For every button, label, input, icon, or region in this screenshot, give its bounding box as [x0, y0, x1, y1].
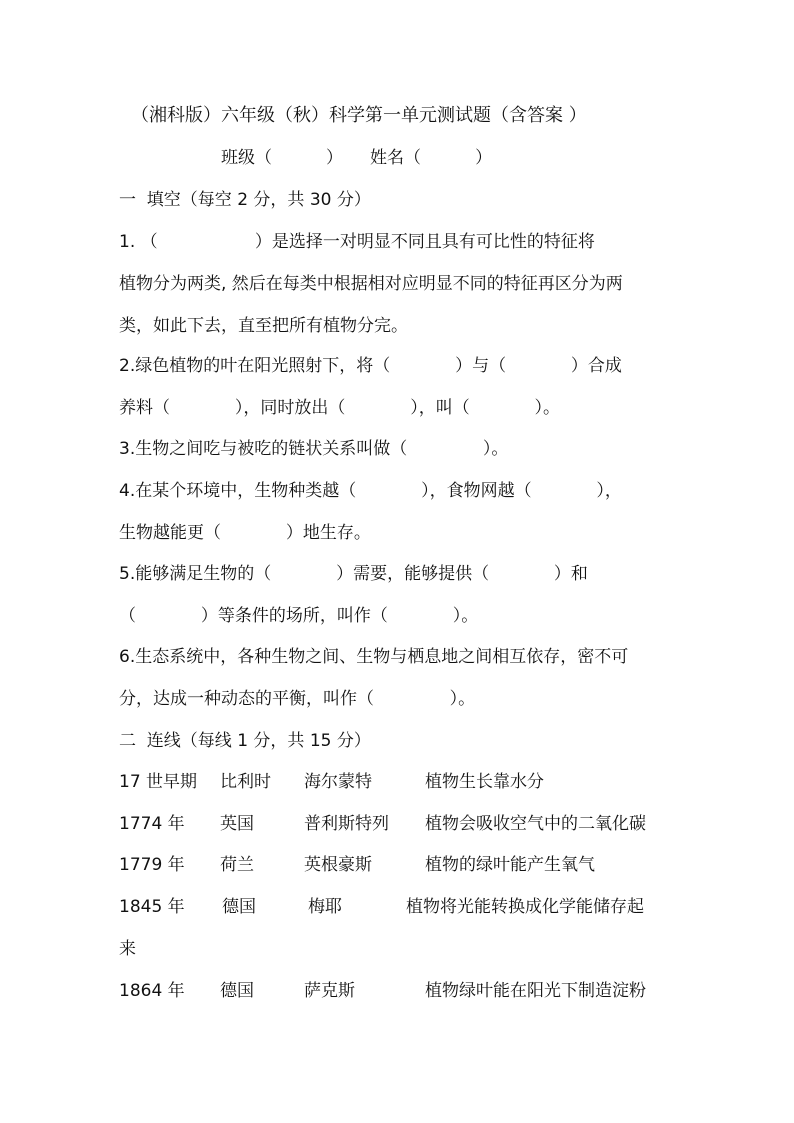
- row-finding: 植物绿叶能在阳光下制造淀粉: [425, 981, 646, 1001]
- row-finding: 植物的绿叶能产生氧气: [425, 855, 595, 875]
- row-country: 比利时: [220, 772, 271, 792]
- row-person: 萨克斯: [304, 981, 355, 1001]
- question-6-line-1: 6.生态系统中，各种生物之间、生物与栖息地之间相互依存，密不可: [119, 647, 629, 667]
- row-country: 德国: [222, 897, 256, 917]
- row-country: 英国: [220, 814, 254, 834]
- row-year: 1845 年: [119, 897, 185, 917]
- row-person: 梅耶: [308, 897, 342, 917]
- question-1-line-3: 类，如此下去，直至把所有植物分完。: [119, 316, 408, 336]
- question-1-line-2: 植物分为两类, 然后在每类中根据相对应明显不同的特征再区分为两: [119, 274, 623, 294]
- page-title: （湘科版）六年级（秋）科学第一单元测试题（含答案 ）: [131, 105, 587, 126]
- question-2-line-2: 养料（ ），同时放出（ ），叫（ ）。: [119, 398, 561, 418]
- question-4-line-2: 生物越能更（ ）地生存。: [119, 523, 371, 543]
- row-year: 1774 年: [119, 814, 185, 834]
- row-country: 荷兰: [220, 855, 254, 875]
- row-finding-wrap: 来: [119, 939, 136, 959]
- row-finding: 植物将光能转换成化学能储存起: [406, 897, 644, 917]
- question-2-line-1: 2.绿色植物的叶在阳光照射下，将（ ）与（ ）合成: [119, 356, 622, 376]
- class-name-line: 班级（ ） 姓名（ ）: [221, 148, 493, 168]
- section1-heading: 一 填空（每空 2 分，共 30 分）: [119, 190, 371, 210]
- question-6-line-2: 分，达成一种动态的平衡，叫作（ ）。: [119, 689, 476, 709]
- question-5-line-1: 5.能够满足生物的（ ）需要，能够提供（ ）和: [119, 564, 588, 584]
- row-year: 1779 年: [119, 855, 185, 875]
- row-person: 海尔蒙特: [304, 772, 372, 792]
- question-3: 3.生物之间吃与被吃的链状关系叫做（ ）。: [119, 439, 509, 459]
- row-finding: 植物会吸收空气中的二氧化碳: [425, 814, 646, 834]
- row-person: 普利斯特列: [304, 814, 389, 834]
- section2-heading: 二 连线（每线 1 分，共 15 分）: [119, 731, 371, 751]
- question-5-line-2: （ ）等条件的场所，叫作（ ）。: [119, 606, 479, 626]
- row-year: 17 世早期: [119, 772, 198, 792]
- question-1-line-1: 1. （ ）是选择一对明显不同且具有可比性的特征将: [119, 232, 595, 252]
- row-person: 英根豪斯: [304, 855, 372, 875]
- question-4-line-1: 4.在某个环境中，生物种类越（ ），食物网越（ ），: [119, 481, 622, 501]
- row-finding: 植物生长靠水分: [425, 772, 544, 792]
- row-country: 德国: [220, 981, 254, 1001]
- row-year: 1864 年: [119, 981, 185, 1001]
